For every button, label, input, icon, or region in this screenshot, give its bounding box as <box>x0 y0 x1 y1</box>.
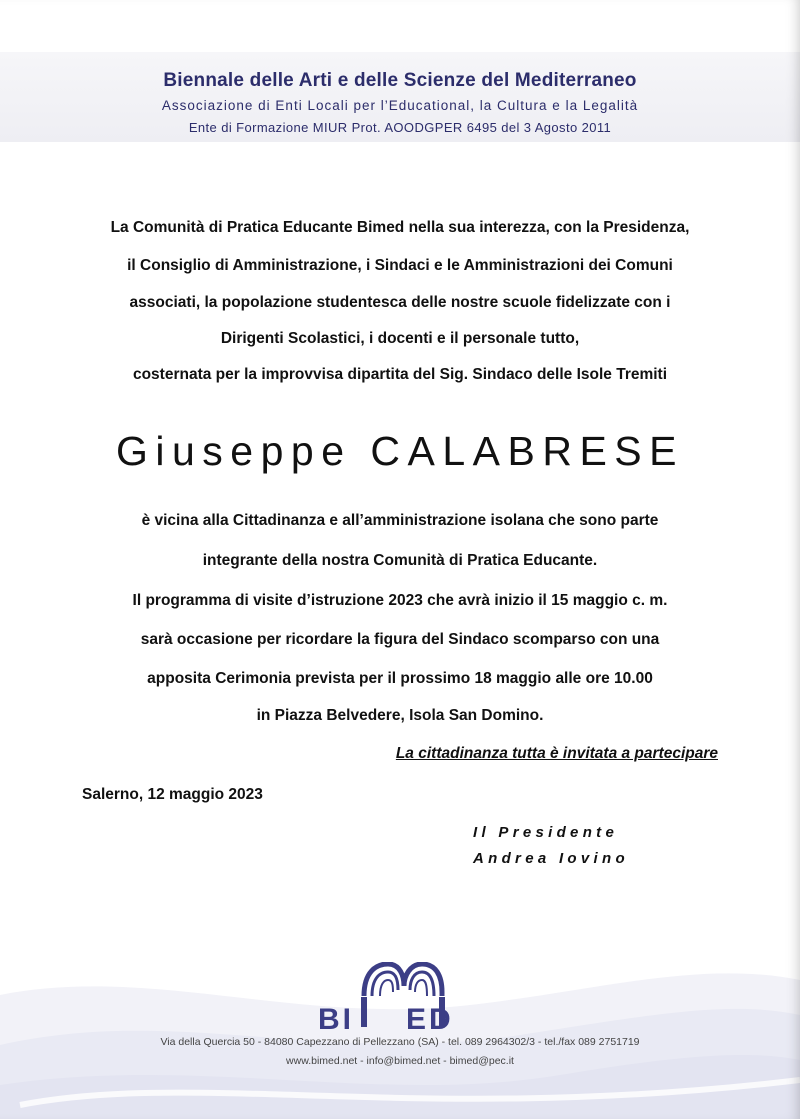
deceased-name: Giuseppe CALABRESE <box>115 428 684 474</box>
signature-name: Andrea Iovino <box>473 850 629 867</box>
message-line: è vicina alla Cittadinanza e all’amministrazione isolana che sono parte <box>141 512 659 529</box>
intro-line: associati, la popolazione studentesca delle nostre scuole fidelizzate con i <box>129 294 671 311</box>
intro-line: La Comunità di Pratica Educante Bimed nella sua interezza, con la Presidenza, <box>110 219 690 236</box>
message-line: apposita Cerimonia prevista per il prossimo 18 maggio alle ore 10.00 <box>147 670 653 687</box>
logo-letters-right: ED <box>406 1003 454 1036</box>
message-line: in Piazza Belvedere, Isola San Domino. <box>256 707 544 724</box>
invitation-line: La cittadinanza tutta è invitata a partecipare <box>395 745 718 762</box>
org-title: Biennale delle Arti e delle Scienze del Mediterraneo <box>163 70 637 91</box>
message-line: Il programma di visite d’istruzione 2023 che avrà inizio il 15 maggio c. m. <box>132 592 668 609</box>
signature-role: Il Presidente <box>473 824 619 841</box>
intro-line: costernata per la improvvisa dipartita del Sig. Sindaco delle Isole Tremiti <box>132 366 668 383</box>
footer-address: Via della Quercia 50 - 84080 Capezzano di Pellezzano (SA) - tel. 089 2964302/3 - tel./fax 089 2751719 <box>160 1036 640 1048</box>
logo-letters-left: BI <box>318 1003 354 1036</box>
intro-line: Dirigenti Scolastici, i docenti e il personale tutto, <box>220 330 580 347</box>
date-place: Salerno, 12 maggio 2023 <box>82 786 263 803</box>
intro-line: il Consiglio di Amministrazione, i Sindaci e le Amministrazioni dei Comuni <box>127 257 673 274</box>
bimed-logo-text <box>318 995 454 1037</box>
org-accreditation: Ente di Formazione MIUR Prot. AOODGPER 6495 del 3 Agosto 2011 <box>188 120 612 135</box>
message-line: integrante della nostra Comunità di Pratica Educante. <box>202 552 598 569</box>
org-subtitle: Associazione di Enti Locali per l’Educational, la Cultura e la Legalità <box>161 98 639 113</box>
message-line: sarà occasione per ricordare la figura del Sindaco scomparso con una <box>140 631 660 648</box>
footer-contacts: www.bimed.net - info@bimed.net - bimed@pec.it <box>286 1055 514 1067</box>
